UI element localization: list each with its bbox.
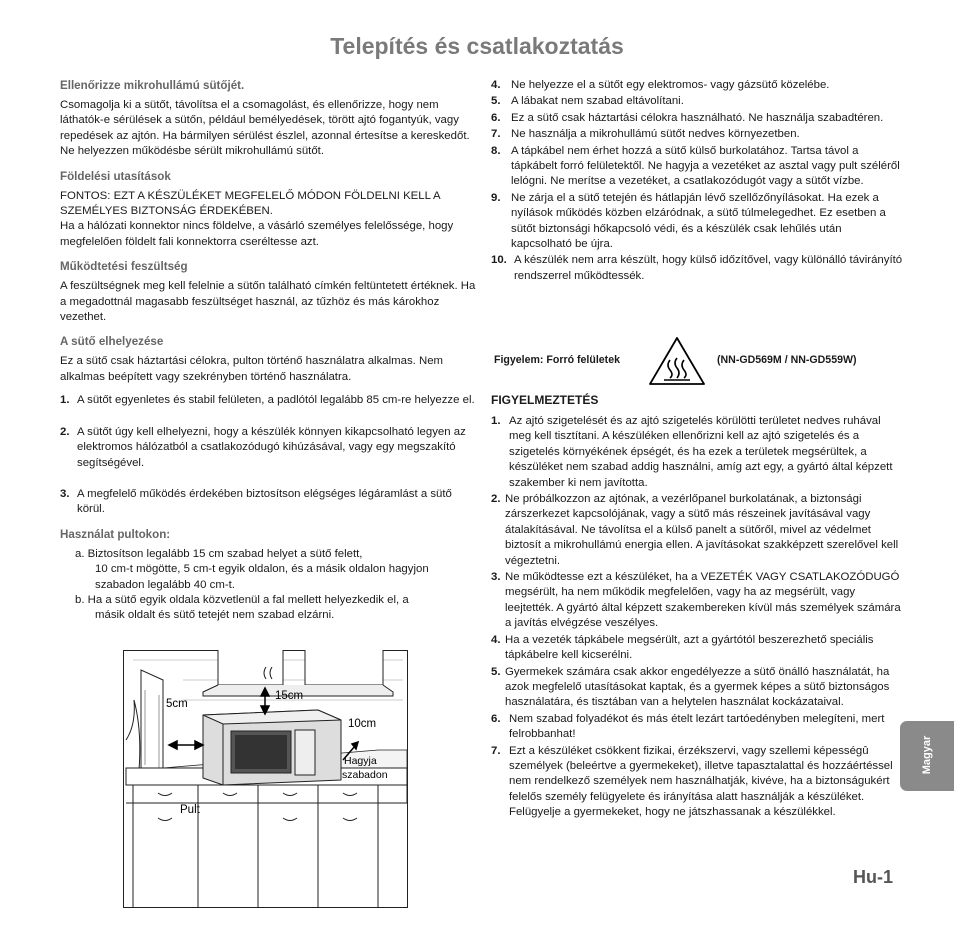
language-tab [900,721,954,791]
list-item: 2. A sütőt úgy kell elhelyezni, hogy a készülék könnyen kikapcsolható legyen az elektromos hálózatból a csatlakozódugó kihúzásával, vagy egy megszakító segítségével. [60,425,466,469]
label-pult: Pult [180,804,200,816]
hot-surface-warning [494,336,894,386]
page-number: Hu-1 [853,867,893,887]
list-item: 7. Ne használja a mikrohullámú sütőt nedves környezetben. [491,128,800,141]
section-heading-check: Ellenőrizze mikrohullámú sütőjét. [60,79,245,92]
warning-item: 1. Az ajtó szigetelését és az ajtó szigetelés körülötti területet nedves ruhával meg kell tisztítani. A készüléken ellenőrizni kell az ajtó szigetelés és a szigetelés környékének épségét, és ha ezek a területek megsérültek, a készüléket nem szabad addig használni, amíg azt egy, a gyártó által képzett szakember ki nem javította. [491,415,893,489]
list-item: 4. Ne helyezze el a sütőt egy elektromos- vagy gázsütő közelébe. [491,79,830,91]
page-title: Telepítés és csatlakoztatás [330,33,624,59]
label-hagyja: Hagyja [344,755,377,767]
warning-list [491,414,901,822]
grounding-text: Ha a hálózati konnektor nincs földelve, a vásárló személyes felelőssége, hogy megfelelően földelt fali konnektorra cseréltesse azt. [60,220,454,248]
warning-item: 7. Ezt a készüléket csökkent fizikai, érzékszervi, vagy szellemi képességû személyek (beleértve a gyermekeket), illetve tapasztalattal és hozzáértéssel nem rendelkező személyek nem használhatják, kivéve, ha a biztonságukért felelős személy felügyelete és irányítása alatt használják a készüléket. Felügyelje a gyermekeket, hogy ne játszhassanak a készülékkel. [491,744,893,819]
language-tab-label: Magyar [921,735,933,775]
warning-item: 5. Gyermekek számára csak akkor engedélyezze a sütő önálló használatát, ha azok megfelelő utasításokat kaptak, és a gyermek képes a sütő biztonságos használatára, és tisztában van a helytelen használat kockázataival. [491,665,890,709]
warning-heading: FIGYELMEZTETÉS [491,393,599,407]
list-item: 6. Ez a sütő csak háztartási célokra használható. Ne használja szabadtéren. [491,111,884,124]
grounding-text-important: FONTOS: EZT A KÉSZÜLÉKET MEGFELELŐ MÓDON FÖLDELNI KELL A SZEMÉLYES BIZTONSÁG ÉRDEKÉBEN. [60,189,441,218]
right-column [491,78,903,284]
list-item: 3. A megfelelő működés érdekében biztosítson elégséges légáramlást a sütő körül. [60,487,452,516]
section-heading-countertop: Használat pultokon: [60,527,171,541]
list-item: 1. A sütőt egyenletes és stabil felületen, a padlótól legalább 85 cm-re helyezze el. [60,394,475,407]
microwave-clearance-diagram [123,650,408,913]
placement-text: Ez a sütő csak háztartási célokra, pulton történő használatra alkalmas. Nem alkalmas beépített vagy szekrényben történő használatra. [60,355,444,383]
countertop-item-b: b. Ha a sütő egyik oldala közvetlenül a fal mellett helyezkedik el, a másik oldalt és sütő tetejét nem szabad elzárni. [75,593,409,622]
countertop-item-a: a. Biztosítson legalább 15 cm szabad helyet a sütő felett, 10 cm-t mögötte, 5 cm-t egyik oldalon, és a másik oldalon hagyjon szabadon legalább 40 cm-t. [75,547,429,591]
warning-item: 4. Ha a vezeték tápkábele megsérült, azt a gyártótól beszerezhető speciális tápkábelre kell kicserélni. [491,633,874,662]
label-15cm: 15cm [275,690,304,702]
label-10cm: 10cm [348,718,377,730]
label-szabadon: szabadon [342,769,388,781]
list-item: 5. A lábakat nem szabad eltávolítani. [491,95,684,108]
left-column [60,78,478,624]
label-5cm: 5cm [166,698,188,710]
list-item: 10. A készülék nem arra készült, hogy külső időzítővel, vagy különálló távirányító rendszerrel működtessék. [491,254,903,282]
model-numbers: (NN-GD569M / NN-GD559W) [717,354,857,366]
hot-surface-label: Figyelem: Forró felületek [494,354,620,366]
warning-item: 2. Ne próbálkozzon az ajtónak, a vezérlőpanel burkolatának, a biztonsági zárszerkezet kapcsolójának, vagy a sütő más részeinek javításával vagy átalakításával. Ne távolítsa el a külső panelt a sütőről, mivel az védelmet biztosít a mikrohullámú energia ellen. A javításokat szakképzett szerelővel kell végeztetni. [491,493,899,567]
section-heading-voltage: Működtetési feszültség [60,260,188,274]
section-heading-placement: A sütő elhelyezése [60,335,164,349]
hot-surface-icon [648,336,706,386]
warning-item: 3. Ne működtesse ezt a készüléket, ha a VEZETÉK VAGY CSATLAKOZÓDUGÓ megsérült, ha nem működik megfelelően, vagy ha az megsérült, vagy leejtették. A gyártó által képzett szakembereken kívül más személyek számára a javítás elvégzése veszélyes. [491,571,901,630]
warning-item: 6. Nem szabad folyadékot és más ételt lezárt tartóedényben melegíteni, mert felrobbanhat! [491,712,885,741]
voltage-text: A feszültségnek meg kell felelnie a sütőn található címkén feltüntetett értéknek. Ha a megadottnál magasabb feszültséget használ, az tűzhöz és más károkhoz vezethet. [60,280,476,324]
check-text: Csomagolja ki a sütőt, távolítsa el a csomagolást, és ellenőrizze, hogy nem láthatók-e sérülések a sütőn, például bemélyedések, törött ajtó fogantyúk, vagy repedések az ajtón. Ha bármilyen sérülést észlel, azonnal értesítse a kereskedőt. Ne helyezzen működésbe sérült mikrohullámú sütőt. [60,99,470,158]
list-item: 9. Ne zárja el a sütő tetején és hátlapján lévő szellőzőnyílásokat. Ha ezek a nyílások működés közben elzáródnak, a sütő túlmelegedhet. Ez esetben a sütőt biztonsági hőkapcsoló védi, és a készülék csak lehűlés után kapcsolható be újra. [491,191,886,251]
list-item: 8. A tápkábel nem érhet hozzá a sütő külső burkolatához. Tartsa távol a tápkábelt forró felületektől. Ne hagyja a vezetéket az asztal vagy pult széléről lelógni. Ne merítse a vezetéket, a csatlakozódugót vagy a sütőt vízbe. [491,144,900,188]
section-heading-grounding: Földelési utasítások [60,169,171,183]
